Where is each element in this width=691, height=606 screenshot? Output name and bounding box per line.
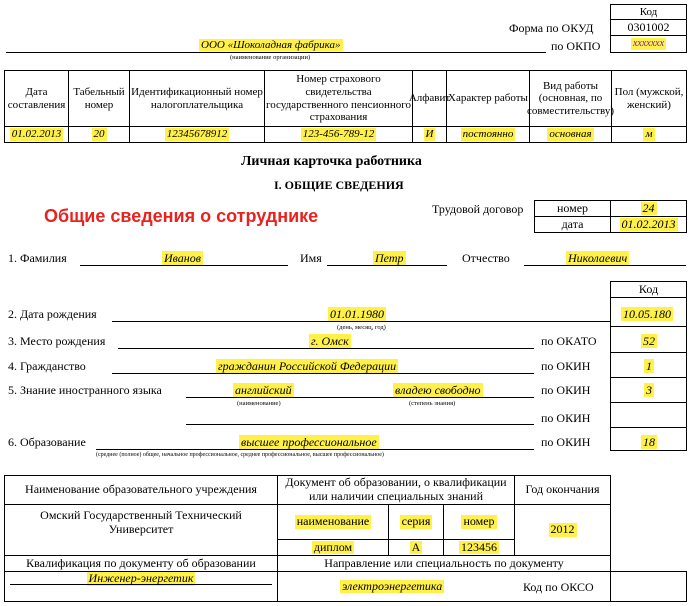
language-code-label-2: по ОКИН — [541, 411, 591, 425]
th-alphabet: Алфавит — [412, 70, 447, 127]
citizenship-code-label: по ОКИН — [541, 359, 591, 373]
th-date: Дата составления — [4, 70, 69, 127]
th-inn: Идентификационный номер налогоплательщика — [129, 70, 265, 127]
th-work-type: Вид работы (основная, по совместительству) — [529, 70, 612, 127]
okud-code: 0301002 — [610, 19, 687, 36]
name-line — [327, 265, 447, 266]
birth-line — [112, 321, 610, 322]
td-inn: 12345678912 — [129, 126, 265, 143]
citizenship-line — [112, 373, 534, 374]
qualification-header: Квалификация по документу об образовании — [4, 555, 278, 572]
edu-doc-series: А — [388, 539, 444, 556]
citizenship-label: 4. Гражданство — [8, 359, 86, 373]
td-snils: 123-456-789-12 — [264, 126, 413, 143]
language-level-caption: (степень знания) — [409, 400, 456, 407]
okud-label: Форма по ОКУД — [509, 21, 594, 35]
code-sep-1 — [610, 326, 687, 327]
codes-header: Код — [610, 281, 687, 298]
language-line — [186, 397, 534, 398]
edu-col-institution: Наименование образовательного учреждения — [4, 475, 278, 505]
th-work-character: Характер работы — [446, 70, 530, 127]
contract-number-label: номер — [534, 200, 611, 217]
contract-label: Трудовой договор — [432, 202, 524, 216]
qualification-value: Инженер-энергетик — [4, 571, 278, 602]
contract-number-value: 24 — [610, 200, 687, 217]
td-alphabet: И — [412, 126, 447, 143]
education-code: 18 — [643, 435, 655, 449]
education-value: высшее профессиональное — [241, 435, 377, 449]
education-caption: (среднее (полное) общее, начальное профессиональное, среднее профессиональное, высшее профессиональное) — [96, 452, 384, 458]
direction-header: Направление или специальность по документу — [277, 555, 611, 572]
birth-caption: (день, месяц, год) — [337, 324, 386, 331]
birth-code: 10.05.180 — [623, 307, 671, 321]
name-value: Петр — [375, 251, 404, 265]
contract-date-value: 01.02.2013 — [610, 216, 687, 233]
education-label: 6. Образование — [8, 435, 86, 449]
language-name: английский — [235, 383, 292, 397]
language-level: владею свободно — [395, 383, 481, 397]
citizenship-value: гражданин Российской Федерации — [218, 359, 397, 373]
patronymic-label: Отчество — [462, 251, 510, 265]
edu-doc-name-label: наименование — [277, 504, 389, 540]
td-gender: м — [611, 126, 687, 143]
language-label: 5. Знание иностранного языка — [8, 383, 162, 397]
patronymic-value: Николаевич — [568, 251, 628, 265]
direction-value: электроэнергетика — [277, 571, 611, 602]
okato-label: по ОКАТО — [541, 334, 597, 348]
edu-doc-number-label: номер — [443, 504, 515, 540]
language-name-caption: (наименование) — [237, 400, 281, 407]
code-sep-2 — [610, 352, 687, 353]
edu-col-document: Документ об образовании, о квалификации или наличии специальных знаний — [277, 475, 515, 505]
surname-value: Иванов — [164, 251, 201, 265]
okpo-code: xxxxxxx — [610, 35, 687, 53]
org-underline — [6, 52, 546, 53]
edu-doc-series-label: серия — [388, 504, 444, 540]
surname-label: 1. Фамилия — [8, 251, 67, 265]
th-snils: Номер страхового свидетельства государственного пенсионного страхования — [264, 70, 413, 127]
edu-doc-name: диплом — [277, 539, 389, 556]
td-work-type: основная — [529, 126, 612, 143]
education-code-label: по ОКИН — [541, 435, 591, 449]
education-line — [96, 449, 534, 450]
okso-code — [610, 571, 687, 602]
code-sep-4 — [610, 402, 687, 403]
organization-name: ООО «Шоколадная фабрика» — [201, 39, 341, 51]
surname-line — [80, 265, 288, 266]
okso-label: Код по ОКСО — [523, 580, 594, 594]
annotation-text: Общие сведения о сотруднике — [44, 206, 319, 226]
td-tabnum: 20 — [68, 126, 130, 143]
edu-col-year: Год окончания — [514, 475, 611, 505]
birthplace-value: г. Омск — [311, 334, 349, 348]
code-sep-5 — [610, 427, 687, 428]
qualification-line — [10, 584, 272, 585]
card-title: Личная карточка работника — [241, 154, 422, 169]
contract-date-label: дата — [534, 216, 611, 233]
okpo-label: по ОКПО — [551, 39, 601, 53]
birth-value: 01.01.1980 — [330, 307, 384, 321]
okato-code: 52 — [643, 334, 655, 348]
language-code-label: по ОКИН — [541, 383, 591, 397]
td-date: 01.02.2013 — [4, 126, 69, 143]
section-title: I. ОБЩИЕ СВЕДЕНИЯ — [274, 178, 404, 192]
birthplace-line — [118, 348, 534, 349]
patronymic-line — [524, 265, 686, 266]
td-work-character: постоянно — [446, 126, 530, 143]
th-gender: Пол (мужской, женский) — [611, 70, 687, 127]
org-caption: (наименование организации) — [230, 54, 311, 61]
language-code: 3 — [646, 383, 652, 397]
language-line-2 — [186, 424, 534, 425]
name-label: Имя — [300, 251, 322, 265]
th-tabnum: Табельный номер — [68, 70, 130, 127]
birth-label: 2. Дата рождения — [8, 307, 97, 321]
code-sep-6 — [610, 450, 687, 451]
birthplace-label: 3. Место рождения — [8, 334, 106, 348]
kod-header: Код — [610, 4, 687, 20]
edu-doc-number: 123456 — [443, 539, 515, 556]
edu-institution: Омский Государственный Технический Университет — [4, 504, 278, 556]
code-sep-3 — [610, 377, 687, 378]
edu-year: 2012 — [514, 504, 611, 556]
citizenship-code: 1 — [646, 359, 652, 373]
